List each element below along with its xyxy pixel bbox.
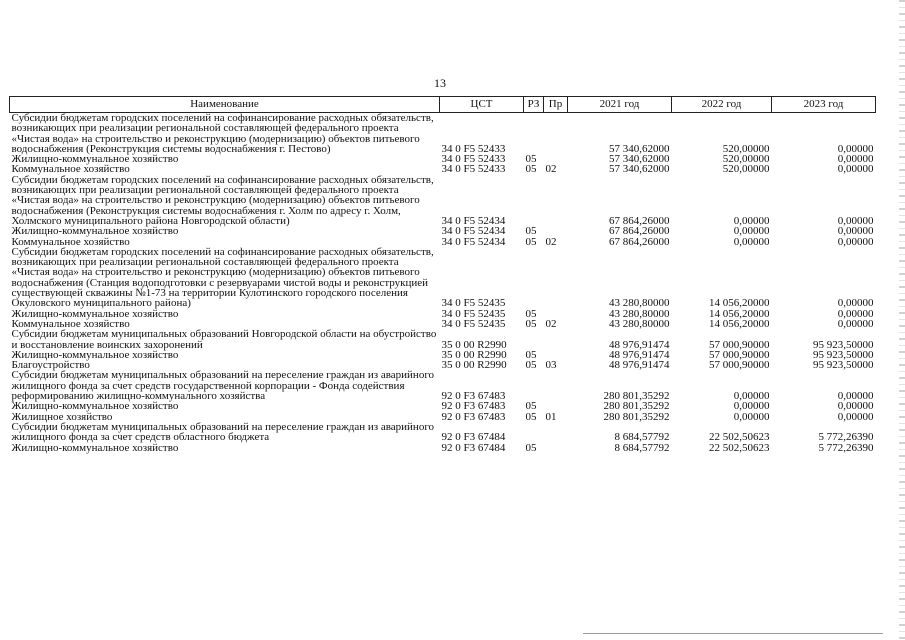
row-2022: 520,00000 (722, 163, 770, 176)
row-name: Коммунальное хозяйство (11, 163, 130, 176)
row-csr: 35 0 00 R2990 (441, 359, 507, 372)
row-name: Коммунальное хозяйство (11, 235, 130, 248)
table-row (10, 370, 876, 401)
table-row (10, 175, 876, 226)
row-rz (524, 247, 544, 309)
header-2022: 2022 год (672, 97, 772, 113)
row-name: Субсидии бюджетам городских поселений на софинансирование расходных обязательств, возникающих при реализации региональной составляющей федерального проекта «Чистая вода» на строительство и реконструкцию (модернизацию) объектов питьевого водоснабжения (Реконструкция системы водоснабжения г. Пестово) (11, 112, 434, 155)
row-name: Жилищное хозяйство (11, 410, 113, 423)
row-csr: 34 0 F5 52434 (441, 214, 506, 227)
row-2023: 0,00000 (837, 390, 874, 403)
row-pr (544, 113, 568, 155)
row-rz (524, 370, 544, 401)
row-csr: 92 0 F3 67483 (441, 400, 506, 413)
row-2023: 5 772,26390 (818, 441, 874, 454)
header-2023: 2023 год (772, 97, 876, 113)
row-2021: 8 684,57792 (614, 431, 670, 444)
row-name: Субсидии бюджетам городских поселений на софинансирование расходных обязательств, возникающих при реализации региональной составляющей федерального проекта «Чистая вода» на строительство и реконструкцию (модернизацию) объектов питьевого водоснабжения (Станция водоподготовки с резервуарами чистой воды и реконструкцией существующей скважины №1-73 на территории Кулотинского городского поселения Окуловского муниципального района) (11, 245, 434, 310)
row-rz (524, 175, 544, 226)
row-rz: 05 (525, 235, 537, 248)
row-2021: 57 340,62000 (609, 142, 670, 155)
table-row (10, 329, 876, 350)
row-2023: 0,00000 (837, 153, 874, 166)
row-rz: 05 (525, 153, 537, 166)
row-2022: 22 502,50623 (709, 431, 770, 444)
row-name: Жилищно-коммунальное хозяйство (11, 348, 179, 361)
row-csr: 34 0 F5 52435 (441, 307, 506, 320)
row-2021: 43 280,80000 (609, 307, 670, 320)
row-2021: 48 976,91474 (609, 359, 670, 372)
header-name: Наименование (10, 97, 440, 113)
row-2021: 57 340,62000 (609, 163, 670, 176)
row-2022: 57 000,90000 (709, 338, 770, 351)
row-rz: 05 (525, 410, 537, 423)
row-2022: 0,00000 (733, 410, 770, 423)
row-csr: 34 0 F5 52434 (441, 235, 506, 248)
row-2022: 14 056,20000 (709, 307, 770, 320)
row-pr: 02 (545, 317, 557, 330)
row-2021: 8 684,57792 (614, 441, 670, 454)
row-2021: 43 280,80000 (609, 317, 670, 330)
row-2023: 0,00000 (837, 317, 874, 330)
row-csr: 34 0 F5 52433 (441, 163, 506, 176)
row-csr: 92 0 F3 67483 (441, 390, 506, 403)
row-name: Субсидии бюджетам муниципальных образований на переселение граждан из аварийного жилищного фонда за счет средств областного бюджета (11, 420, 435, 444)
row-rz (524, 329, 544, 350)
header-rz: РЗ (524, 97, 544, 113)
row-2022: 0,00000 (733, 390, 770, 403)
row-csr: 35 0 00 R2990 (441, 338, 507, 351)
header-row (10, 97, 876, 113)
header-2021: 2021 год (568, 97, 672, 113)
header-csr: ЦСТ (440, 97, 524, 113)
row-pr (544, 175, 568, 226)
table-row (10, 422, 876, 443)
row-2021: 67 864,26000 (609, 214, 670, 227)
row-csr: 34 0 F5 52435 (441, 297, 506, 310)
row-name: Субсидии бюджетам муниципальных образований Новгородской области на обустройство и восстановление воинских захоронений (11, 328, 437, 351)
row-2022: 57 000,90000 (709, 359, 770, 372)
row-name: Субсидии бюджетам муниципальных образований на переселение граждан из аварийного жилищного фонда за счет средств государственной корпорации - Фонда содействия реформированию жилищно-коммунального хозяйства (11, 369, 435, 403)
page-number: 13 (434, 76, 446, 90)
row-2022: 0,00000 (733, 235, 770, 248)
row-pr (544, 443, 568, 453)
row-name: Жилищно-коммунальное хозяйство (11, 307, 179, 320)
row-2021: 48 976,91474 (609, 338, 670, 351)
row-2021: 43 280,80000 (609, 297, 670, 310)
row-name: Жилищно-коммунальное хозяйство (11, 225, 179, 238)
row-2021: 67 864,26000 (609, 235, 670, 248)
row-pr: 02 (545, 235, 557, 248)
row-rz: 05 (525, 225, 537, 238)
row-2023: 0,00000 (837, 214, 874, 227)
row-csr: 92 0 F3 67484 (441, 431, 506, 444)
row-2022: 14 056,20000 (709, 317, 770, 330)
row-rz: 05 (525, 307, 537, 320)
row-csr: 34 0 F5 52435 (441, 317, 506, 330)
row-name: Жилищно-коммунальное хозяйство (11, 400, 179, 413)
row-2021: 57 340,62000 (609, 153, 670, 166)
row-name: Жилищно-коммунальное хозяйство (11, 153, 179, 166)
row-rz: 05 (525, 359, 537, 372)
row-name: Благоустройство (11, 359, 90, 372)
row-2022: 0,00000 (733, 214, 770, 227)
row-2023: 0,00000 (837, 225, 874, 238)
row-2023: 5 772,26390 (818, 431, 874, 444)
row-rz (524, 113, 544, 155)
row-2023: 0,00000 (837, 400, 874, 413)
row-2023: 95 923,50000 (813, 348, 874, 361)
row-pr (544, 422, 568, 443)
row-2023: 0,00000 (837, 142, 874, 155)
row-pr (544, 370, 568, 401)
row-pr: 03 (545, 359, 557, 372)
table-row (10, 113, 876, 155)
row-rz: 05 (525, 317, 537, 330)
table-row (10, 247, 876, 309)
row-2023: 95 923,50000 (813, 338, 874, 351)
row-2022: 520,00000 (722, 142, 770, 155)
row-csr: 35 0 00 R2990 (441, 348, 507, 361)
row-rz: 05 (525, 441, 537, 454)
row-2022: 520,00000 (722, 153, 770, 166)
row-2022: 14 056,20000 (709, 297, 770, 310)
row-2021: 67 864,26000 (609, 225, 670, 238)
row-pr: 02 (545, 163, 557, 176)
row-csr: 34 0 F5 52434 (441, 225, 506, 238)
row-2023: 0,00000 (837, 163, 874, 176)
row-2022: 57 000,90000 (709, 348, 770, 361)
scan-edge-artifact (899, 0, 905, 640)
row-pr (544, 329, 568, 350)
row-name: Субсидии бюджетам городских поселений на софинансирование расходных обязательств, возникающих при реализации региональной составляющей федерального проекта «Чистая вода» на строительство и реконструкцию (модернизацию) объектов питьевого водоснабжения (Реконструкция системы водоснабжения г. Холм по адресу г. Холм, Холмского муниципального района Новгородской области) (11, 173, 434, 227)
row-pr: 01 (545, 410, 557, 423)
row-rz: 05 (525, 400, 537, 413)
row-2022: 0,00000 (733, 225, 770, 238)
row-2021: 48 976,91474 (609, 348, 670, 361)
row-rz: 05 (525, 348, 537, 361)
row-2022: 22 502,50623 (709, 441, 770, 454)
row-rz: 05 (525, 163, 537, 176)
row-csr: 92 0 F3 67483 (441, 410, 506, 423)
row-2023: 0,00000 (837, 410, 874, 423)
row-pr (544, 247, 568, 309)
table-row (10, 443, 876, 453)
header-pr: Пр (544, 97, 568, 113)
row-csr: 92 0 F3 67484 (441, 441, 506, 454)
row-2021: 280 801,35292 (603, 410, 670, 423)
row-csr: 34 0 F5 52433 (441, 142, 506, 155)
row-2021: 280 801,35292 (603, 390, 670, 403)
row-name: Коммунальное хозяйство (11, 317, 130, 330)
row-2022: 0,00000 (733, 400, 770, 413)
row-name: Жилищно-коммунальное хозяйство (11, 441, 179, 454)
row-2023: 95 923,50000 (813, 359, 874, 372)
row-2021: 280 801,35292 (603, 400, 670, 413)
row-2023: 0,00000 (837, 297, 874, 310)
row-2023: 0,00000 (837, 307, 874, 320)
budget-table (9, 96, 876, 453)
row-csr: 34 0 F5 52433 (441, 153, 506, 166)
row-rz (524, 422, 544, 443)
row-2023: 0,00000 (837, 235, 874, 248)
scan-bottom-rule (583, 633, 883, 634)
